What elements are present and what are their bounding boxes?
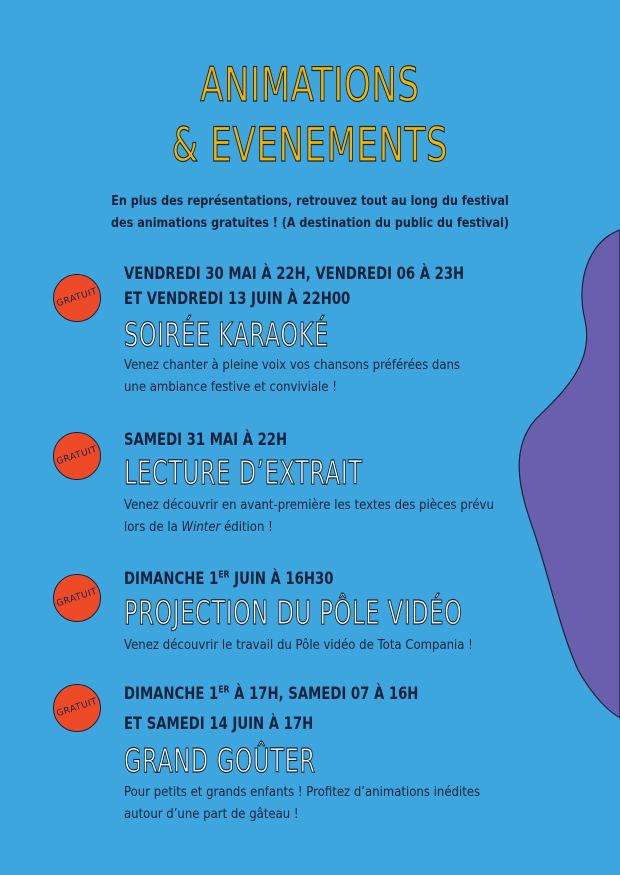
intro-text-line2: des animations gratuites ! (A destination du public du festival) xyxy=(111,216,509,231)
event-date: DIMANCHE 1ER JUIN À 16H30 xyxy=(124,569,334,589)
event-title: PROJECTION DU PÔLE VIDÉO xyxy=(124,593,463,632)
free-badge: GRATUIT xyxy=(53,432,101,480)
event-description-line2: autour d’une part de gâteau ! xyxy=(124,807,299,822)
event-description: Pour petits et grands enfants ! Profitez d’animations inédites xyxy=(124,785,481,800)
free-badge: GRATUIT xyxy=(53,684,101,732)
event-date-line2: ET SAMEDI 14 JUIN À 17H xyxy=(124,714,314,734)
event-description: Venez chanter à pleine voix vos chansons préférées dans xyxy=(124,358,461,373)
event-title: LECTURE D’EXTRAIT xyxy=(124,453,363,492)
page-title-line1: ANIMATIONS xyxy=(200,58,420,113)
intro-text-line1: En plus des représentations, retrouvez tout au long du festival xyxy=(111,194,509,209)
event-date-line2: ET VENDREDI 13 JUIN À 22H00 xyxy=(124,289,351,309)
event-title: GRAND GOÛTER xyxy=(124,741,316,780)
event-date: DIMANCHE 1ER À 17H, SAMEDI 07 À 16H xyxy=(124,684,419,704)
event-date: VENDREDI 30 MAI À 22H, VENDREDI 06 À 23H xyxy=(124,264,465,284)
event-description: Venez découvrir en avant-première les textes des pièces prévu xyxy=(124,498,494,513)
event-title: SOIRÉE KARAOKÉ xyxy=(124,315,329,354)
page-title-line2: & EVENEMENTS xyxy=(171,118,449,173)
free-badge: GRATUIT xyxy=(53,574,101,622)
free-badge: GRATUIT xyxy=(53,274,101,322)
event-date: SAMEDI 31 MAI À 22H xyxy=(124,430,288,450)
event-description-line2: une ambiance festive et conviviale ! xyxy=(124,380,337,395)
event-description: Venez découvrir le travail du Pôle vidéo de Tota Compania ! xyxy=(124,638,473,653)
event-description-line2: lors de la Winter édition ! xyxy=(124,520,273,535)
